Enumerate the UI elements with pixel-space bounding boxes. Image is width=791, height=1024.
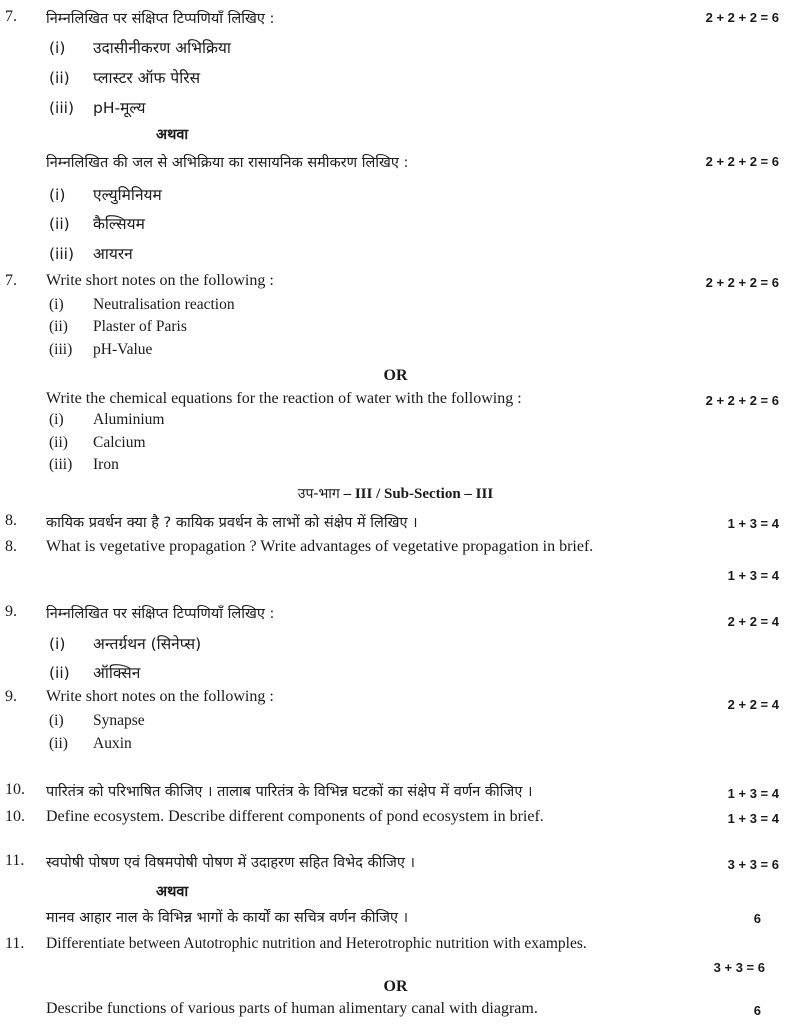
question-number: 9. [5,688,17,705]
sub-section-english: – III / Sub-Section – III [343,486,494,502]
roman-numeral: (ii) [49,735,68,752]
sub-item-text: Plaster of Paris [93,318,187,335]
sub-item [49,661,140,683]
roman-numeral: (iii) [49,99,75,117]
question-10-english [0,808,791,832]
roman-numeral: (i) [49,712,64,729]
question-number: 11. [5,852,25,869]
marks: 2 + 2 + 2 = 6 [705,393,779,408]
question-9-hindi [0,603,791,627]
sub-item [49,735,132,753]
marks: 1 + 3 = 4 [727,786,779,801]
or-separator: अथवा [156,884,189,900]
marks: 3 + 3 = 6 [727,857,779,872]
question-text: Write the chemical equations for the reaction of water with the following : [46,390,522,407]
question-number: 7. [5,8,17,25]
sub-item-text: Iron [93,456,119,473]
sub-item [49,456,119,474]
sub-item-text: एल्युमिनियम [93,186,162,204]
sub-item-text: pH-मूल्य [93,99,146,117]
question-9-english [0,688,791,712]
question-text: Describe functions of various parts of human alimentary canal with diagram. [46,1000,538,1017]
question-text: पारितंत्र को परिभाषित कीजिए । तालाब पारितंत्र के विभिन्न घटकों का संक्षेप में वर्णन कीजिए । [46,784,533,800]
sub-section-hindi: उप-भाग [297,486,340,502]
question-11-hindi [0,852,791,876]
question-7-english [0,272,791,296]
sub-item-text: अन्तर्ग्रथन (सिनेप्स) [93,635,202,653]
sub-item [49,411,164,429]
question-text: मानव आहार नाल के विभिन्न भागों के कार्यों का सचित्र वर्णन कीजिए । [46,910,409,926]
question-11-hindi-alternative [0,907,791,931]
question-number: 7. [5,272,17,289]
sub-item-text: ऑक्सिन [93,664,141,682]
marks: 2 + 2 = 4 [727,614,779,629]
sub-item-text: pH-Value [93,341,153,358]
sub-item [49,242,133,264]
or-separator: OR [383,367,408,384]
question-number: 8. [5,538,17,555]
roman-numeral: (i) [49,635,66,653]
sub-item-text: Auxin [93,735,132,752]
sub-item [49,318,187,336]
question-text: निम्नलिखित पर संक्षिप्त टिप्पणियाँ लिखिए : [46,11,275,27]
question-text: निम्नलिखित पर संक्षिप्त टिप्पणियाँ लिखिए : [46,606,275,622]
sub-item [49,632,201,654]
sub-item-text: Aluminium [93,411,165,428]
question-11-english [0,935,791,959]
marks: 1 + 3 = 4 [727,568,779,583]
question-text: Differentiate between Autotrophic nutrition and Heterotrophic nutrition with examples. [46,935,587,952]
question-text: Write short notes on the following : [46,688,274,705]
roman-numeral: (ii) [49,69,70,87]
sub-item-text: Neutralisation reaction [93,296,235,313]
sub-item [49,296,235,314]
marks: 2 + 2 + 2 = 6 [705,154,779,169]
marks: 6 [753,911,761,926]
question-10-hindi [0,781,791,805]
sub-item [49,712,145,730]
roman-numeral: (ii) [49,434,68,451]
sub-item-text: उदासीनीकरण अभिक्रिया [93,39,231,57]
question-text: Write short notes on the following : [46,272,274,289]
sub-item-text: Synapse [93,712,145,729]
question-8-hindi [0,512,791,536]
marks: 1 + 3 = 4 [727,811,779,826]
question-text: स्वपोषी पोषण एवं विषमपोषी पोषण में उदाहरण सहित विभेद कीजिए । [46,855,416,871]
marks: 3 + 3 = 6 [713,960,765,975]
roman-numeral: (ii) [49,318,68,335]
sub-item-text: प्लास्टर ऑफ पेरिस [93,69,201,87]
question-11-english-alternative [0,1000,791,1024]
question-7-hindi [0,8,791,32]
question-text: Define ecosystem. Describe different components of pond ecosystem in brief. [46,808,544,825]
marks: 1 + 3 = 4 [727,516,779,531]
question-text: What is vegetative propagation ? Write advantages of vegetative propagation in brief. [46,538,594,555]
roman-numeral: (i) [49,39,66,57]
sub-item [49,96,145,118]
or-separator: OR [383,978,408,995]
marks: 2 + 2 = 4 [727,697,779,712]
sub-item [49,183,162,205]
question-number: 11. [5,935,25,952]
question-text: कायिक प्रवर्धन क्या है ? कायिक प्रवर्धन के लाभों को संक्षेप में लिखिए । [46,515,418,531]
question-text: निम्नलिखित की जल से अभिक्रिया का रासायनिक समीकरण लिखिए : [46,155,409,171]
question-number: 8. [5,512,17,529]
question-8-english [0,538,791,562]
roman-numeral: (i) [49,411,64,428]
sub-item-text: आयरन [93,245,133,263]
marks: 2 + 2 + 2 = 6 [705,275,779,290]
roman-numeral: (iii) [49,456,73,473]
sub-item [49,36,231,58]
sub-item [49,434,146,452]
sub-item-text: कैल्सियम [93,215,145,233]
roman-numeral: (iii) [49,245,75,263]
sub-item [49,66,200,88]
or-separator: अथवा [156,127,189,143]
roman-numeral: (i) [49,186,66,204]
question-7-hindi-alternative [0,152,791,176]
roman-numeral: (ii) [49,664,70,682]
sub-item [49,212,145,234]
sub-section-heading [0,484,791,503]
roman-numeral: (i) [49,296,64,313]
sub-item [49,341,152,359]
question-number: 10. [5,781,25,798]
question-number: 10. [5,808,25,825]
roman-numeral: (ii) [49,215,70,233]
marks: 2 + 2 + 2 = 6 [705,10,779,25]
roman-numeral: (iii) [49,341,73,358]
sub-item-text: Calcium [93,434,146,451]
marks: 6 [753,1003,761,1018]
question-number: 9. [5,603,17,620]
